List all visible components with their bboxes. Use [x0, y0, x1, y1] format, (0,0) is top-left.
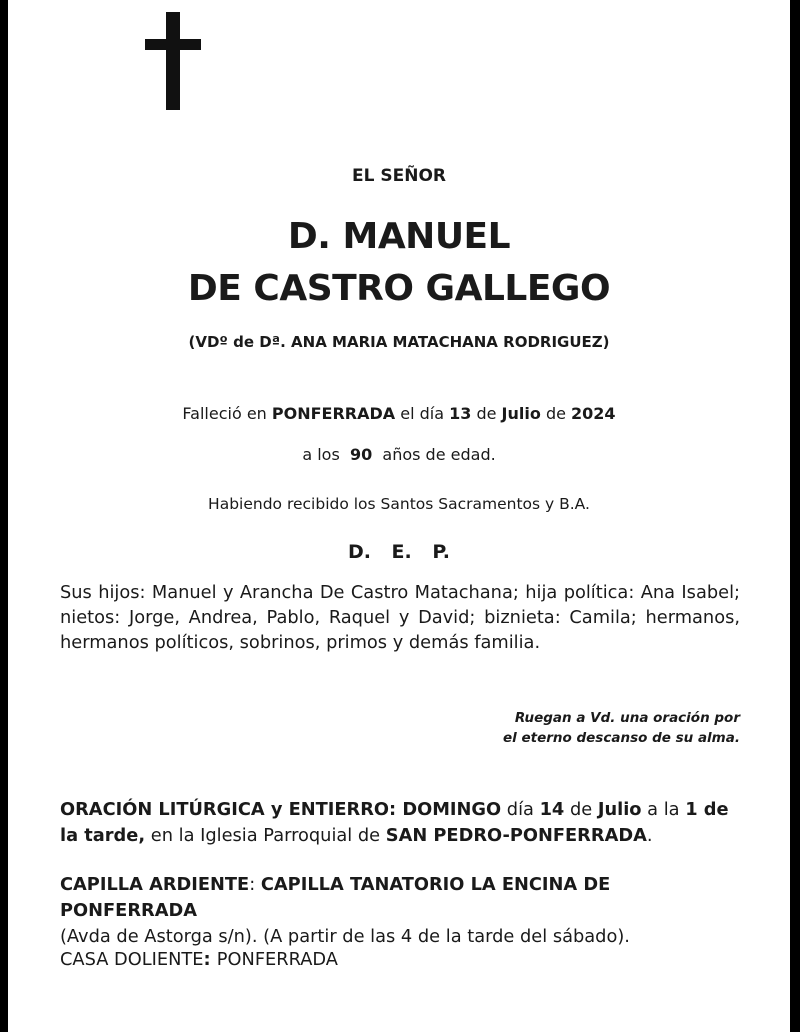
house-place: PONFERRADA — [216, 949, 338, 970]
dep-text: D. E. P. — [347, 541, 451, 563]
funeral-info: ORACIÓN LITÚRGICA y ENTIERRO: DOMINGO día 14 de Julio a la 1 de la tarde, en la Iglesia Parroquial de SAN PEDRO-PONFERRADA. — [60, 799, 729, 846]
deceased-name — [8, 211, 790, 315]
death-month: Julio — [501, 404, 541, 423]
death-day: 13 — [449, 404, 472, 423]
chapel-label: CAPILLA ARDIENTE — [60, 874, 250, 895]
sacraments-text: Habiendo recibido los Santos Sacramentos y B.A. — [208, 495, 590, 513]
house-info: CASA DOLIENTE: PONFERRADA — [60, 949, 338, 970]
funeral-church: SAN PEDRO-PONFERRADA — [385, 825, 647, 846]
funeral-time: 1 de la tarde, — [60, 799, 729, 846]
family-text: Sus hijos: Manuel y Arancha De Castro Matachana; hija política: Ana Isabel; nietos: Jorge, Andrea, Pablo, Raquel y David; biznieta: Camila; hermanos, hermanos políticos, sobrinos, primos y demás familia. — [60, 582, 740, 653]
funeral-month: Julio — [597, 799, 642, 820]
obituary-page — [8, 0, 790, 1032]
prayer-line-1: Ruegan a Vd. una oración por — [514, 710, 740, 726]
chapel-detail: (Avda de Astorga s/n). (A partir de las 4 de la tarde del sábado). — [60, 926, 630, 947]
name-line-2: DE CASTRO GALLEGO — [187, 268, 611, 309]
death-year: 2024 — [571, 404, 616, 423]
death-info: Falleció en PONFERRADA el día 13 de Julio de 2024 — [182, 404, 616, 423]
name-line-1: D. MANUEL — [287, 216, 511, 257]
chapel-info: CAPILLA ARDIENTE: CAPILLA TANATORIO LA ENCINA DE PONFERRADA (Avda de Astorga s/n). (A partir de las 4 de la tarde del sábado). — [60, 874, 630, 947]
funeral-day: 14 — [539, 799, 565, 820]
prayer-line-2: el eterno descanso de su alma. — [503, 730, 740, 746]
chapel-place: CAPILLA TANATORIO LA ENCINA DE PONFERRADA — [60, 874, 611, 921]
funeral-label: ORACIÓN LITÚRGICA y ENTIERRO: DOMINGO — [60, 799, 502, 820]
widower-note: (VDº de Dª. ANA MARIA MATACHANA RODRIGUEZ) — [188, 333, 610, 351]
death-place: PONFERRADA — [271, 404, 396, 423]
age-value: 90 — [349, 445, 373, 464]
cross-icon — [145, 12, 201, 110]
header-title: EL SEÑOR — [352, 166, 446, 186]
prayer-request — [340, 708, 740, 748]
house-label: CASA DOLIENTE — [60, 949, 204, 970]
age-info: a los 90 años de edad. — [302, 445, 496, 464]
